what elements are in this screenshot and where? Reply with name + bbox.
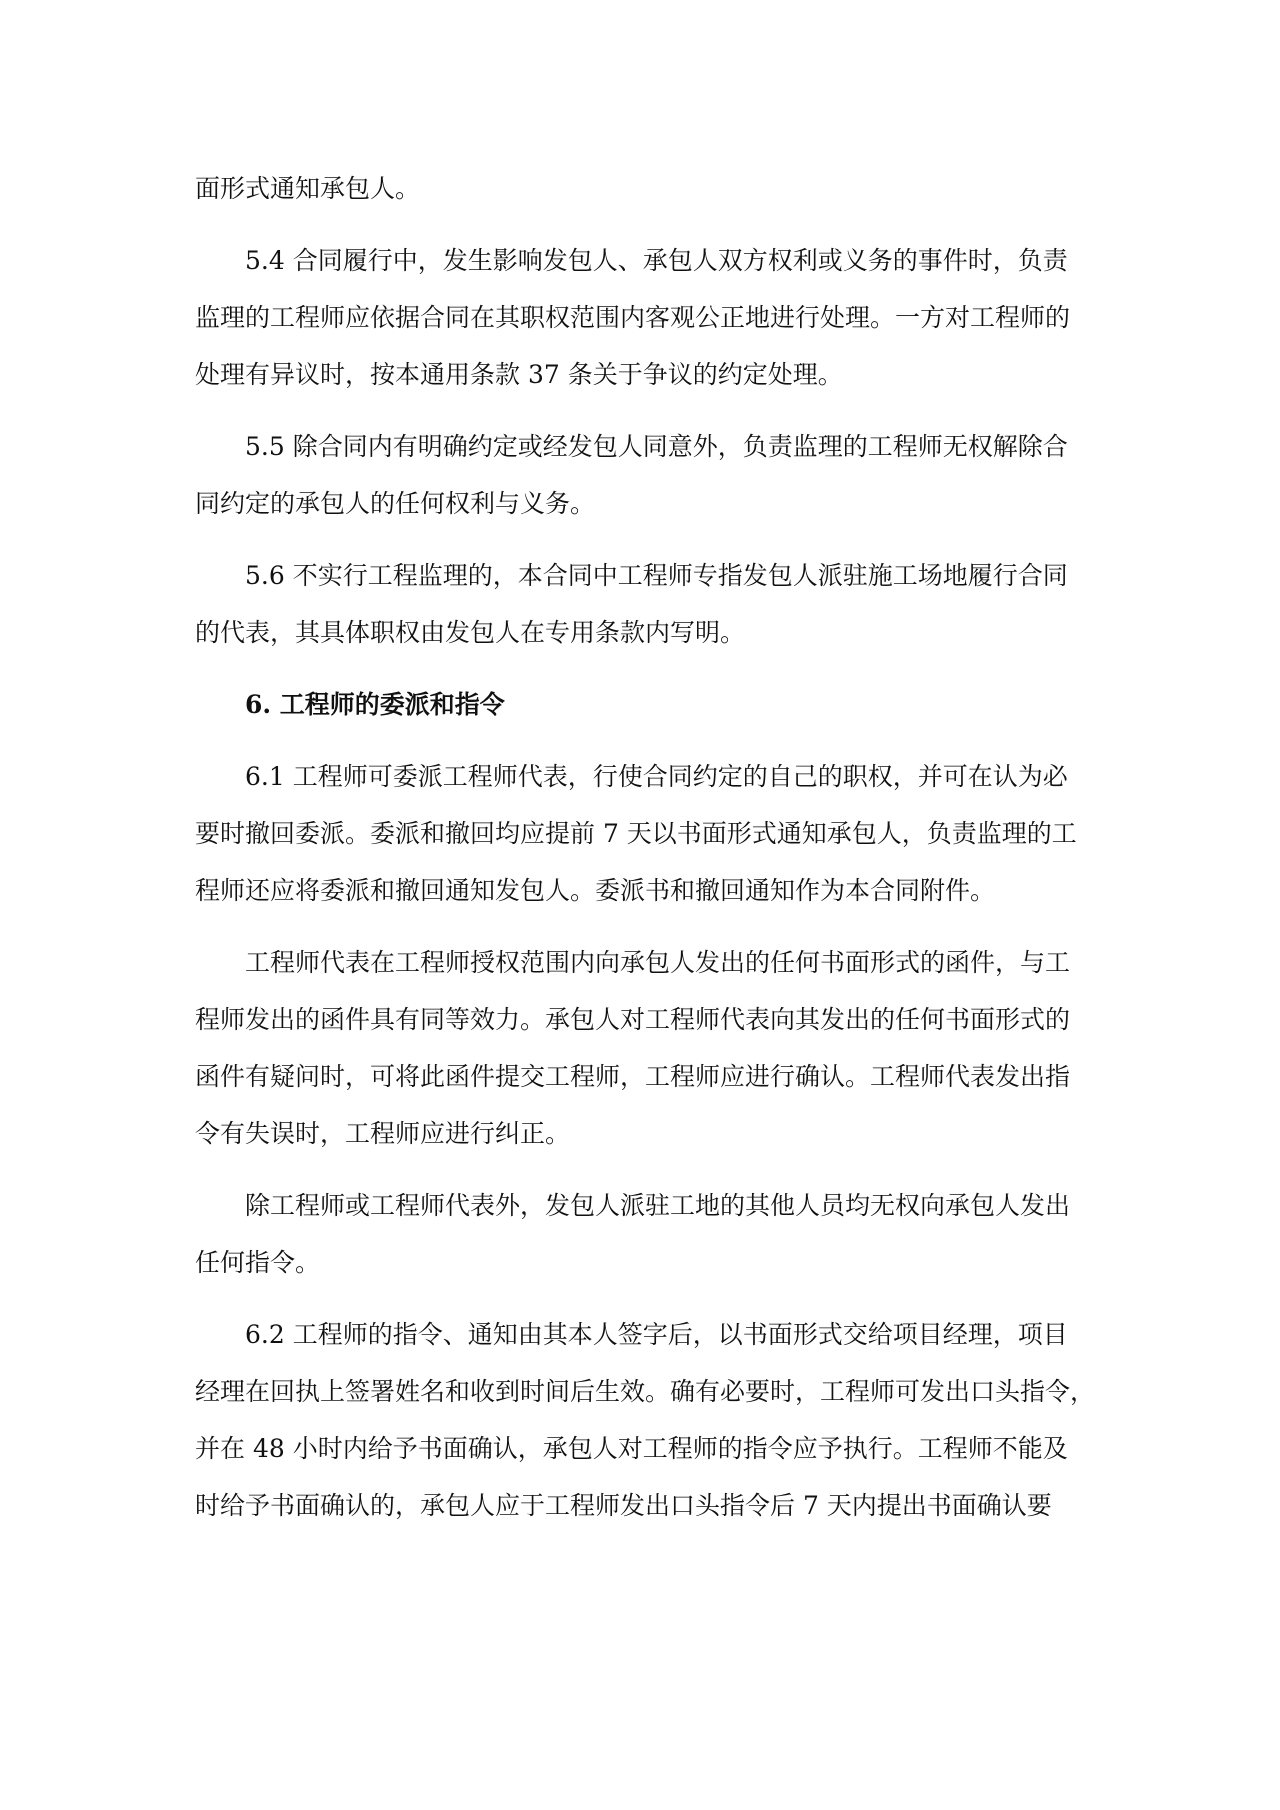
text-line: 6.2 工程师的指令、通知由其本人签字后，以书面形式交给项目经理，项目 — [245, 1320, 1068, 1349]
text-line: 并在 48 小时内给予书面确认，承包人对工程师的指令应予执行。工程师不能及 — [195, 1434, 1068, 1463]
text-line: 面形式通知承包人。 — [195, 174, 421, 203]
text-line: 任何指令。 — [195, 1248, 321, 1277]
text-line: 6.1 工程师可委派工程师代表，行使合同约定的自己的职权，并可在认为必 — [245, 762, 1068, 791]
text-line: 监理的工程师应依据合同在其职权范围内客观公正地进行处理。一方对工程师的 — [195, 303, 1071, 332]
text-line: 5.5 除合同内有明确约定或经发包人同意外，负责监理的工程师无权解除合 — [245, 432, 1068, 461]
text-line: 5.4 合同履行中，发生影响发包人、承包人双方权利或义务的事件时，负责 — [245, 246, 1068, 275]
text-line: 时给予书面确认的，承包人应于工程师发出口头指令后 7 天内提出书面确认要 — [195, 1491, 1052, 1520]
text-line: 处理有异议时，按本通用条款 37 条关于争议的约定处理。 — [195, 360, 843, 389]
text-line: 同约定的承包人的任何权利与义务。 — [195, 489, 596, 518]
text-line: 工程师代表在工程师授权范围内向承包人发出的任何书面形式的函件，与工 — [245, 948, 1071, 977]
text-line: 令有失误时，工程师应进行纠正。 — [195, 1119, 571, 1148]
text-line: 要时撤回委派。委派和撤回均应提前 7 天以书面形式通知承包人，负责监理的工 — [195, 819, 1077, 848]
text-line: 程师还应将委派和撤回通知发包人。委派书和撤回通知作为本合同附件。 — [195, 876, 996, 905]
document-body — [195, 160, 1095, 1534]
text-line: 程师发出的函件具有同等效力。承包人对工程师代表向其发出的任何书面形式的 — [195, 1005, 1071, 1034]
text-line: 的代表，其具体职权由发包人在专用条款内写明。 — [195, 618, 746, 647]
text-line: 除工程师或工程师代表外，发包人派驻工地的其他人员均无权向承包人发出 — [245, 1191, 1071, 1220]
text-line: 5.6 不实行工程监理的，本合同中工程师专指发包人派驻施工场地履行合同 — [245, 561, 1068, 590]
text-line: 函件有疑问时，可将此函件提交工程师，工程师应进行确认。工程师代表发出指 — [195, 1062, 1071, 1091]
section-heading: 6. 工程师的委派和指令 — [245, 690, 505, 719]
text-line: 经理在回执上签署姓名和收到时间后生效。确有必要时，工程师可发出口头指令， — [195, 1377, 1096, 1406]
